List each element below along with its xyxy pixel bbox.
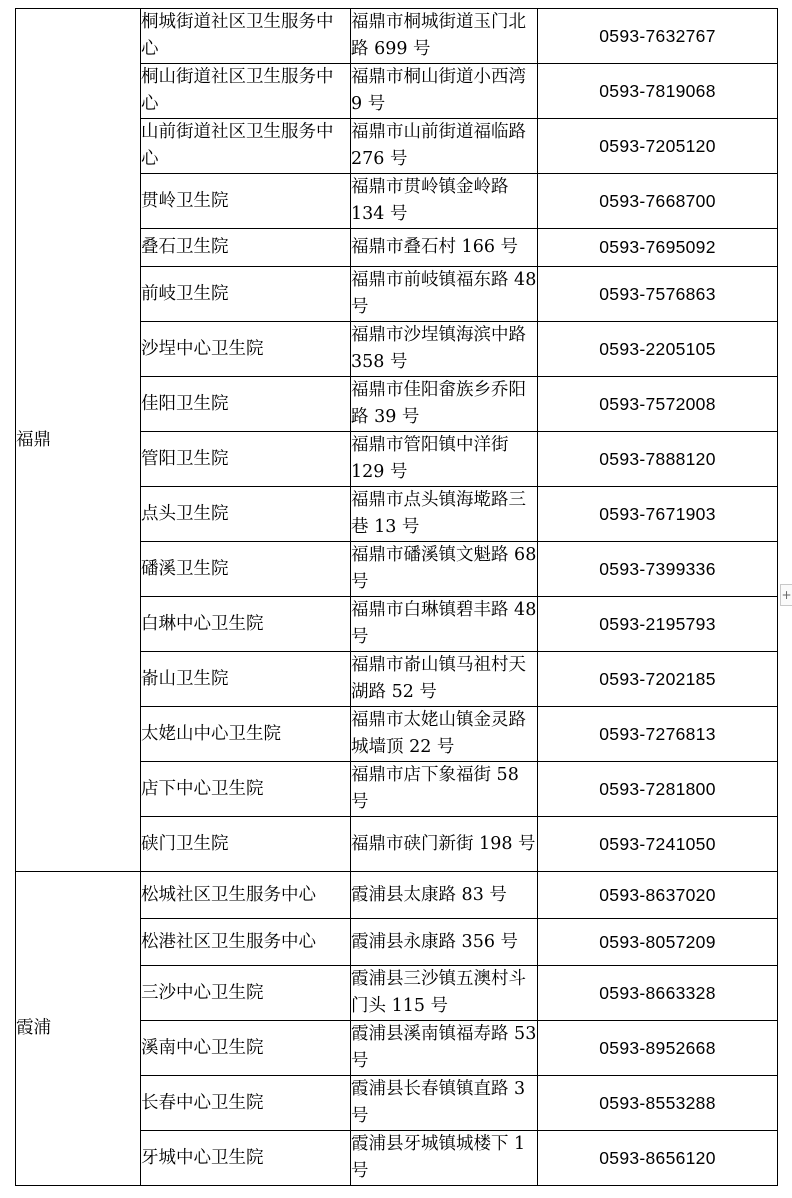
institution-name: 店下中心卫生院: [141, 762, 351, 817]
institution-name: 贯岭卫生院: [141, 174, 351, 229]
institution-phone: 0593-2195793: [538, 597, 778, 652]
institution-phone: 0593-7668700: [538, 174, 778, 229]
institution-address: 霞浦县永康路 356 号: [351, 919, 538, 966]
institution-address: 福鼎市磻溪镇文魁路 68 号: [351, 542, 538, 597]
institution-address: 霞浦县长春镇镇直路 3 号: [351, 1076, 538, 1131]
institution-name: 山前街道社区卫生服务中心: [141, 119, 351, 174]
institution-phone: 0593-8663328: [538, 966, 778, 1021]
table-row: [16, 9, 778, 64]
institution-address: 福鼎市太姥山镇金灵路城墙顶 22 号: [351, 707, 538, 762]
institution-phone: 0593-7276813: [538, 707, 778, 762]
institution-phone: 0593-7671903: [538, 487, 778, 542]
institution-address: 福鼎市贯岭镇金岭路 134 号: [351, 174, 538, 229]
institution-phone: 0593-7632767: [538, 9, 778, 64]
institution-address: 福鼎市管阳镇中洋街 129 号: [351, 432, 538, 487]
institution-address: 福鼎市嵛山镇马祖村天湖路 52 号: [351, 652, 538, 707]
institution-phone: 0593-7888120: [538, 432, 778, 487]
institution-address: 福鼎市山前街道福临路 276 号: [351, 119, 538, 174]
institution-address: 福鼎市佳阳畲族乡乔阳路 39 号: [351, 377, 538, 432]
institution-phone: 0593-7399336: [538, 542, 778, 597]
institution-name: 桐城街道社区卫生服务中心: [141, 9, 351, 64]
institution-name: 叠石卫生院: [141, 229, 351, 267]
institution-name: 溪南中心卫生院: [141, 1021, 351, 1076]
institution-name: 前岐卫生院: [141, 267, 351, 322]
institution-address: 福鼎市白琳镇碧丰路 48 号: [351, 597, 538, 652]
institution-address: 霞浦县三沙镇五澳村斗门头 115 号: [351, 966, 538, 1021]
institution-address: 福鼎市沙埕镇海滨中路 358 号: [351, 322, 538, 377]
institution-phone: 0593-8656120: [538, 1131, 778, 1186]
institution-name: 长春中心卫生院: [141, 1076, 351, 1131]
health-center-table: [15, 8, 778, 1186]
institution-name: 松城社区卫生服务中心: [141, 872, 351, 919]
institution-phone: 0593-7576863: [538, 267, 778, 322]
institution-phone: 0593-7205120: [538, 119, 778, 174]
add-row-handle[interactable]: +: [780, 584, 792, 606]
institution-address: 霞浦县太康路 83 号: [351, 872, 538, 919]
institution-name: 太姥山中心卫生院: [141, 707, 351, 762]
institution-phone: 0593-7202185: [538, 652, 778, 707]
institution-address: 霞浦县牙城镇城楼下 1 号: [351, 1131, 538, 1186]
institution-name: 硖门卫生院: [141, 817, 351, 872]
institution-address: 福鼎市硖门新街 198 号: [351, 817, 538, 872]
region-cell-fuding: 福鼎: [16, 9, 141, 872]
institution-phone: 0593-8637020: [538, 872, 778, 919]
institution-name: 点头卫生院: [141, 487, 351, 542]
institution-phone: 0593-7572008: [538, 377, 778, 432]
institution-name: 嵛山卫生院: [141, 652, 351, 707]
institution-name: 三沙中心卫生院: [141, 966, 351, 1021]
institution-phone: 0593-7281800: [538, 762, 778, 817]
institution-phone: 0593-8952668: [538, 1021, 778, 1076]
institution-name: 管阳卫生院: [141, 432, 351, 487]
institution-name: 白琳中心卫生院: [141, 597, 351, 652]
institution-address: 福鼎市桐山街道小西湾 9 号: [351, 64, 538, 119]
institution-phone: 0593-8553288: [538, 1076, 778, 1131]
institution-address: 福鼎市桐城街道玉门北路 699 号: [351, 9, 538, 64]
institution-name: 沙埕中心卫生院: [141, 322, 351, 377]
table-row: [16, 872, 778, 919]
institution-name: 桐山街道社区卫生服务中心: [141, 64, 351, 119]
institution-phone: 0593-7819068: [538, 64, 778, 119]
institution-address: 福鼎市店下象福街 58 号: [351, 762, 538, 817]
institution-address: 霞浦县溪南镇福寿路 53 号: [351, 1021, 538, 1076]
institution-phone: 0593-8057209: [538, 919, 778, 966]
institution-phone: 0593-7241050: [538, 817, 778, 872]
institution-name: 磻溪卫生院: [141, 542, 351, 597]
region-cell-xiapu: 霞浦: [16, 872, 141, 1186]
institution-name: 牙城中心卫生院: [141, 1131, 351, 1186]
institution-name: 佳阳卫生院: [141, 377, 351, 432]
institution-address: 福鼎市前岐镇福东路 48 号: [351, 267, 538, 322]
institution-name: 松港社区卫生服务中心: [141, 919, 351, 966]
institution-address: 福鼎市点头镇海墘路三巷 13 号: [351, 487, 538, 542]
institution-phone: 0593-2205105: [538, 322, 778, 377]
institution-address: 福鼎市叠石村 166 号: [351, 229, 538, 267]
institution-phone: 0593-7695092: [538, 229, 778, 267]
